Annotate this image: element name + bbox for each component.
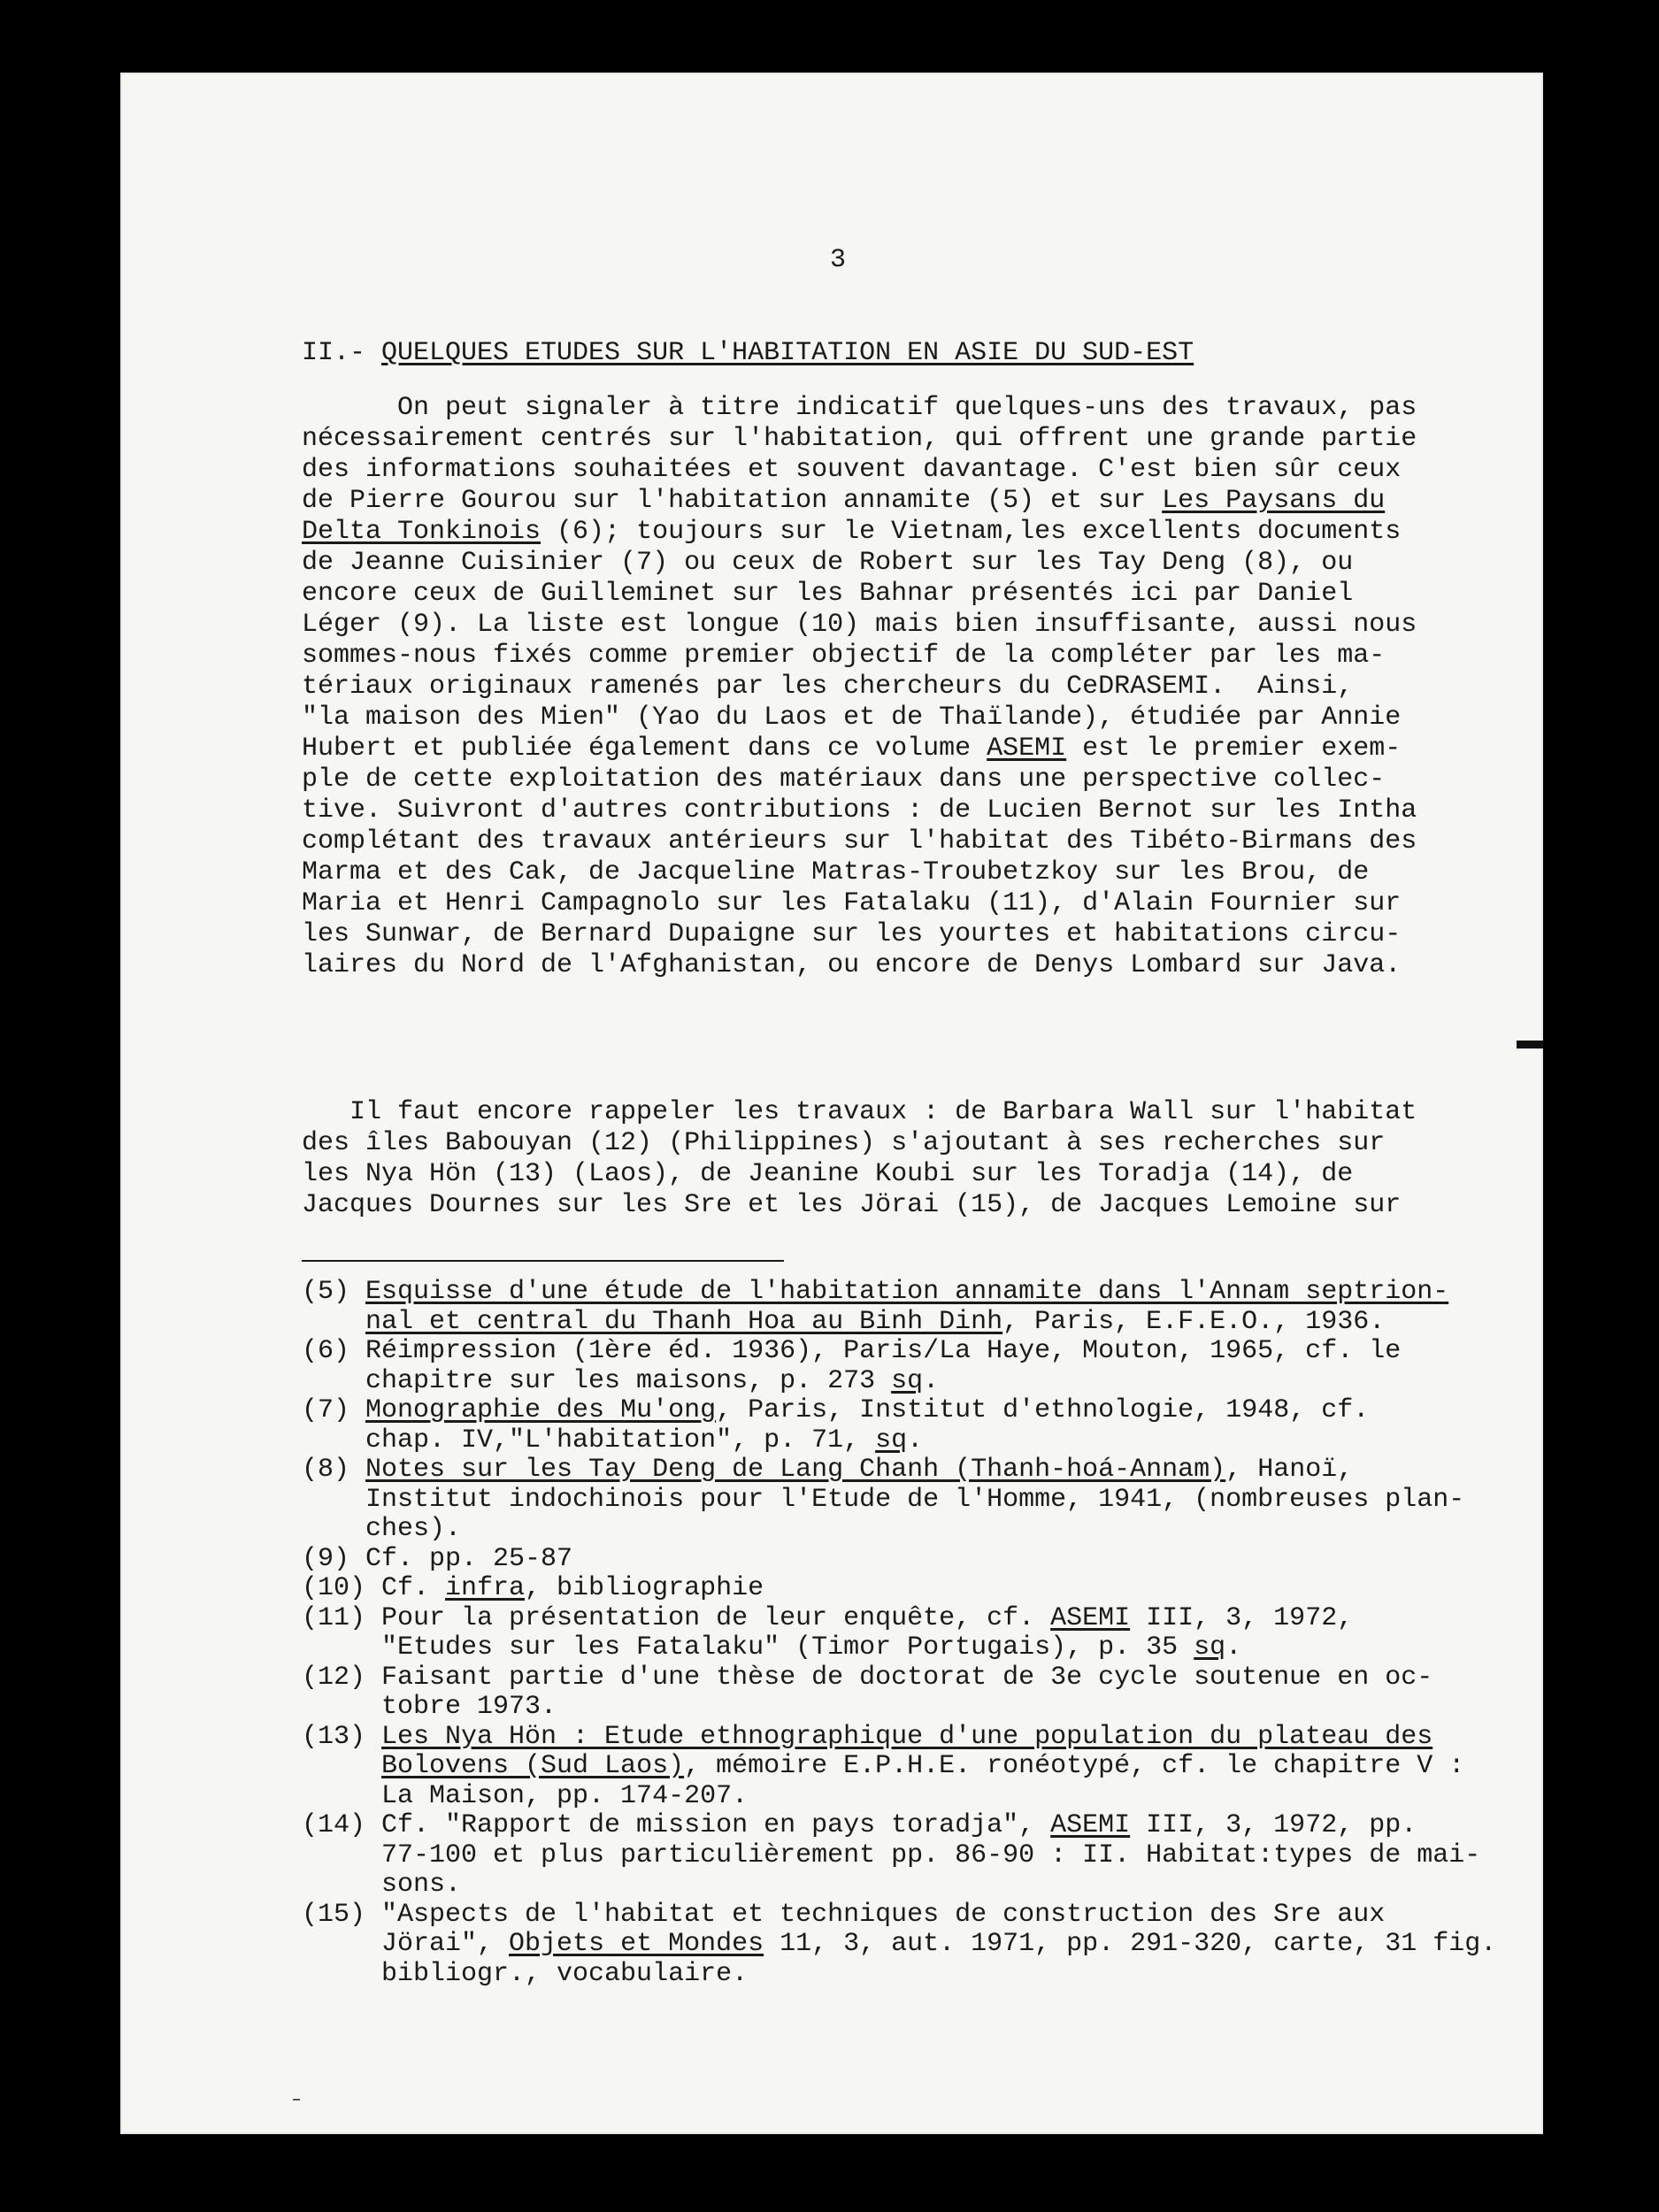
text-run: Hubert et publiée également dans ce volume [302,733,987,764]
underlined-text: Les Paysans du [1162,486,1386,516]
page-number: 3 [830,245,847,275]
underlined-text: ASEMI [1050,1602,1131,1633]
text-line [302,1693,1487,1723]
text-run: Léger (9). La liste est longue (10) mais bien insuffisante, aussi nous [302,610,1417,640]
text-run: ches). [302,1514,462,1544]
text-line [302,1901,1487,1931]
underlined-text: ASEMI [1050,1810,1131,1840]
text-run: (13) [302,1721,382,1752]
text-run: III, 3, 1972, [1130,1602,1354,1633]
text-line [302,1663,1487,1694]
text-run: (12) Faisant partie d'une thèse de doctorat de 3e cycle soutenue en oc- [302,1662,1433,1693]
text-line [302,1426,1487,1456]
text-line [302,424,1487,455]
text-run: . [923,1365,940,1396]
text-run: On peut signaler à titre indicatif quelques-uns des travaux, pas [302,393,1417,423]
text-line [302,1097,1487,1128]
text-run: sommes-nous fixés comme premier objectif de la compléter par les ma- [302,641,1386,671]
text-run: complétant des travaux antérieurs sur l'habitat des Tibéto-Birmans des [302,826,1417,856]
text-line [302,919,1487,950]
text-run: les Sunwar, de Bernard Dupaigne sur les yourtes et habitations circu- [302,919,1402,949]
text-line [302,1960,1487,1990]
text-line [302,795,1487,826]
text-run: encore ceux de Guilleminet sur les Bahnar présentés ici par Daniel [302,579,1354,609]
underlined-text: Notes sur les Tay Deng de Lang Chanh (Thanh-hoá-Annam) [365,1455,1226,1485]
text-line [302,764,1487,795]
text-run: de Pierre Gourou sur l'habitation annamite (5) et sur [302,486,1163,516]
document-page [120,73,1543,2134]
text-run: Marma et des Cak, de Jacqueline Matras-Troubetzkoy sur les Brou, de [302,857,1370,887]
text-run: , Paris, E.F.E.O., 1936. [1002,1306,1386,1337]
text-line [302,517,1487,548]
text-run: (7) [302,1395,366,1425]
text-line [302,1515,1487,1545]
heading-title: QUELQUES ETUDES SUR L'HABITATION EN ASIE DU SUD-EST [381,338,1194,368]
text-run: bibliogr., vocabulaire. [302,1958,749,1989]
text-run: ple de cette exploitation des matériaux dans une perspective collec- [302,764,1386,795]
text-run: Jacques Dournes sur les Sre et les Jörai (15), de Jacques Lemoine sur [302,1190,1402,1220]
text-run: 11, 3, aut. 1971, pp. 291-320, carte, 31 fig. [764,1929,1497,1959]
text-run: (15) "Aspects de l'habitat et techniques de construction des Sre aux [302,1899,1386,1930]
text-line [302,1870,1487,1901]
text-run: La Maison, pp. 174-207. [302,1780,749,1811]
underlined-text: Bolovens (Sud Laos) [381,1751,685,1781]
text-line [302,857,1487,888]
text-line [302,888,1487,919]
text-run: sons. [302,1870,462,1900]
text-run: tobre 1973. [302,1692,557,1722]
text-line [302,1128,1487,1159]
text-line [302,1159,1487,1190]
text-line [302,672,1487,703]
text-line [302,950,1487,981]
underlined-text: Les Nya Hön : Etude ethnographique d'une population du plateau des [381,1721,1433,1752]
text-run: Jörai", [302,1929,510,1959]
underlined-text: sq [1194,1632,1226,1663]
text-run: "la maison des Mien" (Yao du Laos et de Thaïlande), étudiée par Annie [302,703,1402,733]
text-line [302,1782,1487,1812]
text-line [302,455,1487,486]
text-line [302,1574,1487,1604]
text-line [302,1278,1487,1308]
text-run: chap. IV,"L'habitation", p. 71, [302,1425,876,1455]
text-run: , mémoire E.P.H.E. ronéotypé, cf. le chapitre V : [684,1751,1465,1781]
text-line [302,1633,1487,1663]
text-line [302,733,1487,764]
text-run: (14) Cf. "Rapport de mission en pays toradja", [302,1810,1051,1840]
paragraph-1 [302,393,1487,981]
text-run: , Hanoï, [1225,1455,1354,1485]
underlined-text: Monographie des Mu'ong [365,1395,717,1425]
underlined-text: sq [875,1425,908,1455]
underlined-text: Esquisse d'une étude de l'habitation annamite dans l'Annam septrion- [365,1277,1449,1307]
text-run: (11) Pour la présentation de leur enquête, cf. [302,1602,1051,1633]
text-line [302,1367,1487,1397]
text-run: (9) Cf. pp. 25-87 [302,1543,573,1574]
underlined-text: nal et central du Thanh Hoa au Binh Dinh [365,1306,1003,1337]
text-run: Institut indochinois pour l'Etude de l'Homme, 1941, (nombreuses plan- [302,1484,1465,1515]
text-line [302,486,1487,517]
text-line [302,641,1487,672]
paragraph-2 [302,1097,1487,1221]
text-line [302,1337,1487,1367]
text-line [302,1752,1487,1782]
text-line [302,1841,1487,1871]
text-line [302,1455,1487,1486]
text-line [302,1545,1487,1575]
text-run: Maria et Henri Campagnolo sur les Fatalaku (11), d'Alain Fournier sur [302,888,1402,918]
footnote-separator [302,1260,784,1262]
text-run: tive. Suivront d'autres contributions : de Lucien Bernot sur les Intha [302,795,1417,826]
text-run: , bibliographie [525,1573,764,1603]
text-run: des informations souhaitées et souvent davantage. C'est bien sûr ceux [302,455,1402,485]
text-run: des îles Babouyan (12) (Philippines) s'ajoutant à ses recherches sur [302,1128,1386,1158]
text-line [302,1396,1487,1426]
text-line [302,1929,1497,1960]
footnotes [302,1277,1497,1989]
text-line [302,1486,1487,1516]
text-run: "Etudes sur les Fatalaku" (Timor Portugais), p. 35 [302,1632,1194,1663]
underlined-text: Delta Tonkinois [302,517,541,547]
text-run: Il faut encore rappeler les travaux : de Barbara Wall sur l'habitat [302,1097,1417,1127]
text-run: laires du Nord de l'Afghanistan, ou encore de Denys Lombard sur Java. [302,950,1402,980]
underlined-text: infra [445,1573,526,1603]
section-heading [302,338,1194,369]
text-line [302,1190,1487,1221]
text-run: chapitre sur les maisons, p. 273 [302,1365,892,1396]
text-line [302,1811,1487,1841]
text-line [302,610,1487,641]
text-run: tériaux originaux ramenés par les chercheurs du CeDRASEMI. Ainsi, [302,672,1354,702]
text-run: est le premier exem- [1066,733,1402,764]
heading-prefix: II.- [302,338,382,368]
text-run: 77-100 et plus particulièrement pp. 86-90 : II. Habitat:types de mai- [302,1839,1481,1870]
underlined-text: ASEMI [987,733,1067,764]
text-run [302,1751,381,1781]
text-run [302,1307,365,1337]
text-run: . [907,1425,924,1455]
text-run: (6) Réimpression (1ère éd. 1936), Paris/La Haye, Mouton, 1965, cf. le [302,1336,1402,1366]
text-run: III, 3, 1972, pp. [1130,1810,1417,1840]
text-run: de Jeanne Cuisinier (7) ou ceux de Robert sur les Tay Deng (8), ou [302,548,1354,578]
text-run: (6); toujours sur le Vietnam,les excellents documents [541,517,1402,547]
text-run: les Nya Hön (13) (Laos), de Jeanine Koubi sur les Toradja (14), de [302,1159,1354,1189]
text-run: nécessairement centrés sur l'habitation, qui offrent une grande partie [302,424,1417,454]
text-run: (10) Cf. [302,1573,446,1603]
text-line [302,548,1487,579]
speck [293,2099,300,2101]
text-line [302,579,1487,610]
text-run: (8) [302,1455,366,1485]
text-line [302,393,1487,424]
text-run: . [1225,1632,1242,1663]
text-run: , Paris, Institut d'ethnologie, 1948, cf. [716,1395,1370,1425]
text-line [302,703,1487,733]
text-line [302,826,1487,857]
text-run: (5) [302,1277,366,1307]
underlined-text: Objets et Mondes [509,1929,764,1959]
text-line [302,1723,1487,1753]
text-line [302,1308,1487,1338]
margin-mark [1517,1041,1543,1048]
underlined-text: sq [891,1365,924,1396]
text-line [302,1604,1487,1634]
